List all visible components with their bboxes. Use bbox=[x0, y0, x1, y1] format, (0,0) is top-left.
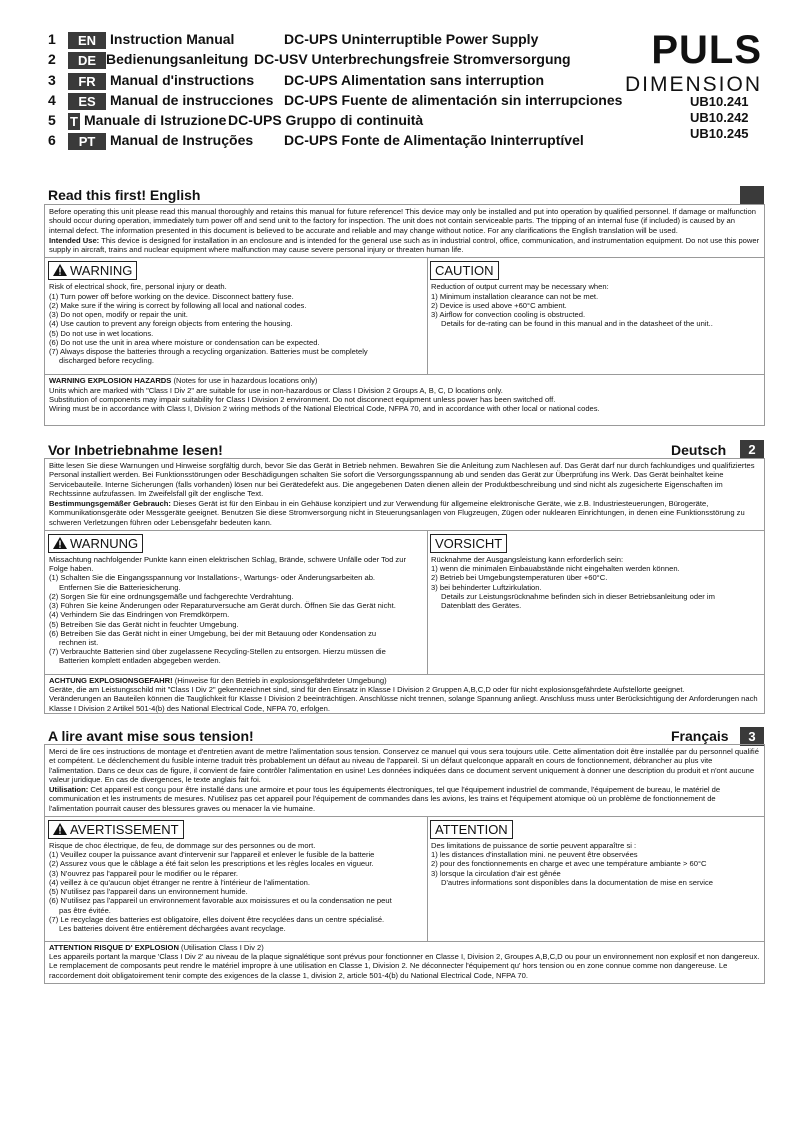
language-badge: T bbox=[68, 113, 80, 130]
warning-list: Risque de choc électrique, de feu, de dommage sur des personnes ou de mort. (1) Veuillez couper la puissance avant d'intervenir sur l'appareil et enlever le fusible de la batterie (2) Assurez vous que le câblage a été fait selon les prescriptions et les règles locales en vigueur. (3) N'ouvrez pas l'appareil pour le modifier ou le réparer. (4) veillez à ce qu'aucun objet étranger ne rentre à l'intérieur de l'alimentation. (5) N'utilisez pas l'appareil dans un environnement humide. (6) N'utilisez pas l'appareil un environnement favorable aux moisissures et ou la condensation ne peut pas être évitée. (7) Le recyclage des batteries est obligatoire, elles doivent être recyclées dans un centre spécialisé. Les batteries doivent être entièrement déchargées avant recyclage. bbox=[49, 841, 392, 933]
intended-label: Utilisation: bbox=[49, 785, 89, 795]
caution-column bbox=[427, 817, 764, 941]
caution-list: Rücknahme der Ausgangsleistung kann erforderlich sein: 1) wenn die minimalen Einbauabstände nicht eingehalten werden können. 2) Betrieb bei Umgebungstemperaturen über +60°C. 3) bei behinderter Luftzirkulation. Details zur Leistungsrücknahme befinden sich in dieser Betriebsanleitung oder im Datenblatt des Gerätes. bbox=[431, 555, 715, 611]
warning-triangle-icon bbox=[53, 537, 67, 549]
row-number: 5 bbox=[48, 112, 56, 128]
section-fr bbox=[44, 744, 765, 984]
product-title: DC-UPS Fuente de alimentación sin interrupciones bbox=[284, 92, 623, 108]
warning-label: AVERTISSEMENT bbox=[48, 820, 184, 839]
row-number: 1 bbox=[48, 31, 56, 47]
intended-use bbox=[49, 499, 760, 527]
explosion-hazard-text: ATTENTION RISQUE D' EXPLOSION (Utilisation Class I Div 2) Les appareils portant la marque 'Class I Div 2' au niveau de la plaque signalétique sont prévus pour fonctionner en Classe I, Division 2, Groupes A,B,C,D ou pour un environnement non explosif et non dangereux. Le remplacement de composants peut rendre le matériel impropre à une utilisation en Classe 1, Division 2. Ne déconnecter l'équipement qu' hors tension ou en zone connue comme non dangereuse. Le raccordement doit obligatoirement tenir compte des exigences de la classe 1, division 2, article 501-4(b) du National Electrical Code, NFPA 70. bbox=[45, 941, 764, 981]
intro-text bbox=[45, 459, 764, 530]
logo-puls: PULS bbox=[651, 28, 762, 72]
section-de bbox=[44, 458, 765, 714]
product-title: DC-UPS Fonte de Alimentação Ininterruptível bbox=[284, 132, 584, 148]
section-number-de: 2 bbox=[740, 440, 764, 459]
product-title: DC-UPS Alimentation sans interruption bbox=[284, 72, 545, 88]
language-badge: PT bbox=[68, 133, 106, 150]
model-number: UB10.242 bbox=[690, 110, 749, 125]
model-number: UB10.241 bbox=[690, 94, 749, 109]
intended-text: Cet appareil est conçu pour être installé dans une armoire et pour tous les équipements électroniques, tel que l'équipement industriel de commande, l'équipement de bureau, le matériel de communication et les instruments de mesures. N'utilisez pas cet appareil pour l'équipement de commandes dans les avions, les trains et l'équipement atomique où un problème de fonctionnement de l'alimentation pourrait causer des blessures graves ou menacer la vie humaine. bbox=[49, 785, 721, 813]
intro-paragraph: Bitte lesen Sie diese Warnungen und Hinweise sorgfältig durch, bevor Sie das Gerät in Betrieb nehmen. Bewahren Sie die Anleitung zum Nachlesen auf. Das Gerät darf nur durch fachkundiges und qualifiziertes Personal installiert werden. Bei Funktionsstörungen oder Beschädigungen schalten Sie sofort die Versorgungsspannung ab und senden das Gerät zur Überprüfung ins Werk. Das Gerät beinhaltet keine Servicebauteile. Interne Sicherungen (falls vorhanden) lösen nur bei Gerätedefekt aus. Die angegebenen Daten dienen allein der Produktbeschreibung und sind nicht als zugesicherte Eigenschaften im Rechtssinne aufzufassen. Im Zweifelsfall gilt der englische Text. bbox=[49, 461, 755, 498]
warning-list: Missachtung nachfolgender Punkte kann einen elektrischen Schlag, Brände, schwere Unfälle oder Tod zur Folge haben. (1) Schalten Sie die Eingangsspannung vor Installations-, Wartungs- oder Änderungsarbeiten ab. Entfernen Sie die Batteriesicherung. (2) Sorgen Sie für eine ordnungsgemäße und fachgerechte Verdrahtung. (3) Führen Sie keine Änderungen oder Reparaturversuche am Gerät durch. Öffnen Sie das Gerät nicht. (4) Verhindern Sie das Eindringen von Fremdkörpern. (5) Betreiben Sie das Gerät nicht in feuchter Umgebung. (6) Betreiben Sie das Gerät nicht in einer Umgebung, bei der mit Betauung oder Kondensation zu rechnen ist. (7) Verbrauchte Batterien sind über zugelassene Recycling-Stellen zu entsorgen. Hierzu müssen die Batterien komplett entladen abgegeben werden. bbox=[49, 555, 406, 666]
row-number: 6 bbox=[48, 132, 56, 148]
warning-triangle-icon bbox=[53, 264, 67, 276]
explosion-hazard-text: WARNING EXPLOSION HAZARDS (Notes for use in hazardous locations only) Units which are marked with "Class I Div 2" are suitable for use in non-hazardous or Class I Division 2 Groups A, B, C, D locations only. Substitution of components may impair suitability for Class I Division 2 environment. Do not disconnect equipment unless power has been switched off. Wiring must be in accordance with Class I, Division 2 wiring methods of the National Electrical Code, NFPA 70, and in accordance with other local or national codes. bbox=[45, 374, 764, 414]
product-title: DC-UPS Gruppo di continuità bbox=[228, 112, 424, 128]
manual-name: Instruction Manual bbox=[110, 31, 235, 47]
caution-list: Reduction of output current may be necessary when: 1) Minimum installation clearance can not be met. 2) Device is used above +60°C ambient. 3) Airflow for convection cooling is obstructed. Details for de-rating can be found in this manual and in the datasheet of the unit.. bbox=[431, 282, 713, 329]
row-number: 4 bbox=[48, 92, 56, 108]
warning-label: WARNING bbox=[48, 261, 137, 280]
intended-label: Bestimmungsgemäßer Gebrauch: bbox=[49, 499, 171, 509]
caution-column bbox=[427, 531, 764, 674]
warning-column bbox=[45, 258, 428, 374]
intro-text bbox=[45, 745, 764, 816]
language-badge: DE bbox=[68, 52, 106, 69]
caution-label: VORSICHT bbox=[430, 534, 507, 553]
manual-name: Manuale di Istruzione bbox=[84, 112, 227, 128]
explosion-hazard-text: ACHTUNG EXPLOSIONSGEFAHR! (Hinweise für den Betrieb in explosionsgefährdeter Umgebung) Geräte, die am Leistungsschild mit "Class I Div 2" gekennzeichnet sind, sind für den Einsatz in Klasse I Division 2 Gruppen A,B,C,D oder für nicht explosionsgefährdete Aufstellorte geeignet. Veränderungen an Bauteilen können die Tauglichkeit für Klasse I Division 2 beeinträchtigen. Anschlüsse nicht trennen, solange Spannung anliegt. Anschluss muss unter Berücksichtigung der Anforderungen nach Klasse I Division 2 Artikel 501-4(b) des National Electrical Code, NFPA 70, erfolgen. bbox=[45, 674, 764, 714]
section-title-de: Vor Inbetriebnahme lesen! bbox=[48, 442, 223, 458]
intro-paragraph: Merci de lire ces instructions de montage et d'entretien avant de mettre l'alimentation sous tension. Conservez ce manuel qui vous sera toujours utile. Cette alimentation doit être installée par du personnel qualifié et compétent. Le déclenchement du fusible interne traduit très probablement un défaut au niveau de l'appareil. Si un défaut quelconque apparaît en cours de fonctionnement, débrancher au plus vite l'alimentation. Dans ce deux cas de figure, il convient de faire contrôler l'alimentation en usine! Les données indiquées dans ce document servent uniquement à donner une description du produit et n'ont aucune valeur juridique. En cas de divergences, le texte anglais fait foi. bbox=[49, 747, 759, 784]
section-number-en bbox=[740, 186, 764, 205]
caution-column bbox=[427, 258, 764, 374]
manual-name: Bedienungsanleitung bbox=[106, 51, 249, 67]
language-badge: EN bbox=[68, 32, 106, 49]
caution-label: CAUTION bbox=[430, 261, 499, 280]
manual-name: Manual de Instruções bbox=[110, 132, 254, 148]
language-badge: ES bbox=[68, 93, 106, 110]
manual-name: Manual de instrucciones bbox=[110, 92, 274, 108]
section-en bbox=[44, 204, 765, 426]
warning-column bbox=[45, 531, 428, 674]
logo-dimension: DIMENSION bbox=[624, 73, 762, 96]
section-language-de: Deutsch bbox=[671, 442, 727, 458]
caution-list: Des limitations de puissance de sortie peuvent apparaître si : 1) les distances d'installation mini. ne peuvent être observées 2) pour des fonctionnements en charge et avec une température ambiante > 60°C 3) lorsque la circulation d'air est gênée D'autres informations sont disponibles dans la documentation de mise en service bbox=[431, 841, 714, 887]
intended-text: This device is designed for installation in an enclosure and is intended for the general use such as in industrial control, office, communication, and instrumentation equipment. Do not use this power supply in aircraft, trains and nuclear equipment where malfunction may cause severe personal injury or threaten human life. bbox=[49, 235, 760, 255]
caution-label: ATTENTION bbox=[430, 820, 513, 839]
section-language-fr: Français bbox=[671, 728, 729, 744]
intro-text bbox=[45, 205, 764, 257]
intended-text: Dieses Gerät ist für den Einbau in ein Gehäuse konzipiert und zur Verwendung für allgemeine elektronische Geräte, wie z.B. Industriesteuerungen, Bürogeräte, Kommunikationsgeräte oder Messgeräte geeignet. Benutzen Sie diese Stromversorgung nicht in Steuerungsanlagen von Flugzeugen, Zügen oder nuklearen Einrichtungen, in denen eine Funktionsstörung zu schweren Verletzungen führen oder Lebensgefahr bedeuten kann. bbox=[49, 499, 745, 527]
puls-logo bbox=[622, 30, 762, 98]
intro-paragraph: Before operating this unit please read this manual thoroughly and retains this manual for future reference! This device may only be installed and put into operation by qualified personnel. If damage or malfunction should occur during operation, immediately turn power off and send unit to the factory for inspection. The unit does not contain serviceable parts. The tripping of an internal fuse (if included) is caused by an internal defect. The information presented in this document is believed to be accurate and reliable and may change without notice. For any clarifications the English translation will be used. bbox=[49, 207, 756, 235]
section-title-fr: A lire avant mise sous tension! bbox=[48, 728, 254, 744]
manual-name: Manual d'instructions bbox=[110, 72, 255, 88]
language-badge: FR bbox=[68, 73, 106, 90]
warning-list: Risk of electrical shock, fire, personal injury or death. (1) Turn power off before working on the device. Disconnect battery fuse. (2) Make sure if the wiring is correct by following all local and national codes. (3) Do not open, modify or repair the unit. (4) Use caution to prevent any foreign objects from entering the housing. (5) Do not use in wet locations. (6) Do not use the unit in area where moisture or condensation can be expected. (7) Always dispose the batteries through a recycling organization. Batteries must be completely discharged before recycling. bbox=[49, 282, 368, 366]
warning-column bbox=[45, 817, 428, 941]
row-number: 2 bbox=[48, 51, 56, 67]
intended-use bbox=[49, 236, 760, 255]
product-title: DC-USV Unterbrechungsfreie Stromversorgung bbox=[254, 51, 571, 67]
section-title-en: Read this first! English bbox=[48, 187, 201, 203]
intended-use bbox=[49, 785, 760, 813]
section-number-fr: 3 bbox=[740, 727, 764, 746]
row-number: 3 bbox=[48, 72, 56, 88]
warning-label: WARNUNG bbox=[48, 534, 143, 553]
warning-triangle-icon bbox=[53, 823, 67, 835]
model-number: UB10.245 bbox=[690, 126, 749, 141]
intended-label: Intended Use: bbox=[49, 235, 100, 245]
product-title: DC-UPS Uninterruptible Power Supply bbox=[284, 31, 539, 47]
